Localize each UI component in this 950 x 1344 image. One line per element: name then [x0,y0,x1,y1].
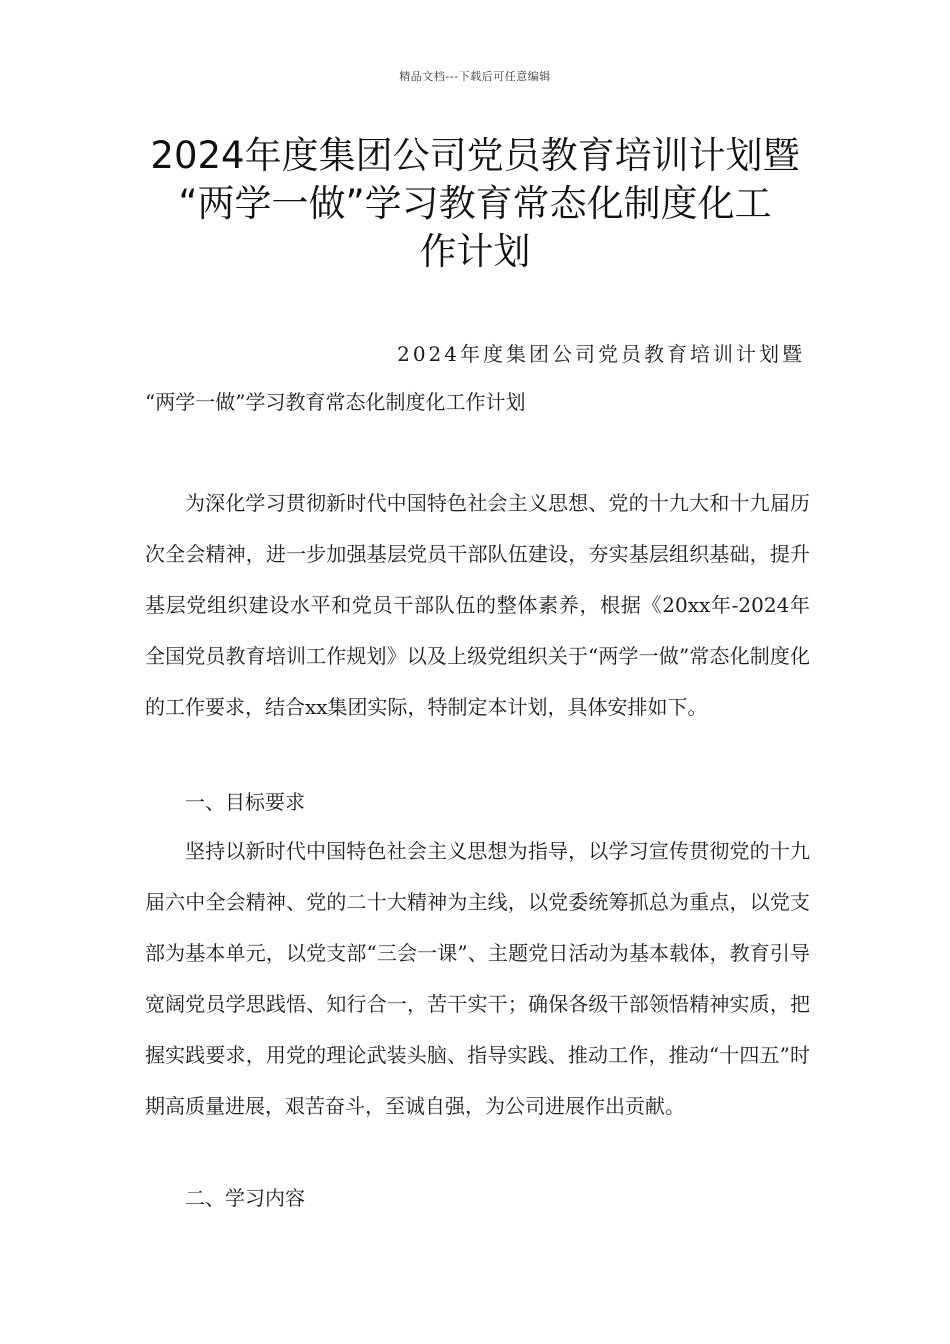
section-2-block [145,1173,810,1224]
section-heading-study-content: 二、学习内容 [185,1186,305,1210]
section-1-block [145,777,810,828]
title-line-1: 2024年度集团公司党员教育培训计划暨 [150,134,800,177]
intro-paragraph: 为深化学习贯彻新时代中国特色社会主义思想、党的十九大和十九届历次全会精神，进一步加强基层党员干部队伍建设，夯实基层组织基础，提升基层党组织建设水平和党员干部队伍的整体素养，根据《20xx年-2024年全国党员教育培训工作规划》以及上级党组织关于“两学一做”常态化制度化的工作要求，结合xx集团实际，特制定本计划，具体安排如下。 [145,491,810,719]
section-1-body [145,826,810,1132]
subtitle-line-2: “两学一做”学习教育常态化制度化工作计划 [145,390,526,414]
intro-block [145,478,810,733]
section-heading-goals: 一、目标要求 [185,790,305,814]
document-title [130,132,820,276]
page-header-note: 精品文档---下载后可任意编辑 [399,70,551,83]
goals-paragraph: 坚持以新时代中国特色社会主义思想为指导，以学习宣传贯彻党的十九届六中全会精神、党的二十大精神为主线，以党委统筹抓总为重点，以党支部为基本单元，以党支部“三会一课”、主题党日活动为基本载体，教育引导宽阔党员学思践悟、知行合一，苦干实干；确保各级干部领悟精神实质，把握实践要求，用党的理论武装头脑、指导实践、推动工作，推动“十四五”时期高质量进展，艰苦奋斗，至诚自强，为公司进展作出贡献。 [145,839,810,1118]
title-line-2: “两学一做”学习教育常态化制度化工 [178,182,772,225]
title-line-3: 作计划 [419,230,531,273]
subtitle-line-1: 2024年度集团公司党员教育培训计划暨 [397,342,805,366]
